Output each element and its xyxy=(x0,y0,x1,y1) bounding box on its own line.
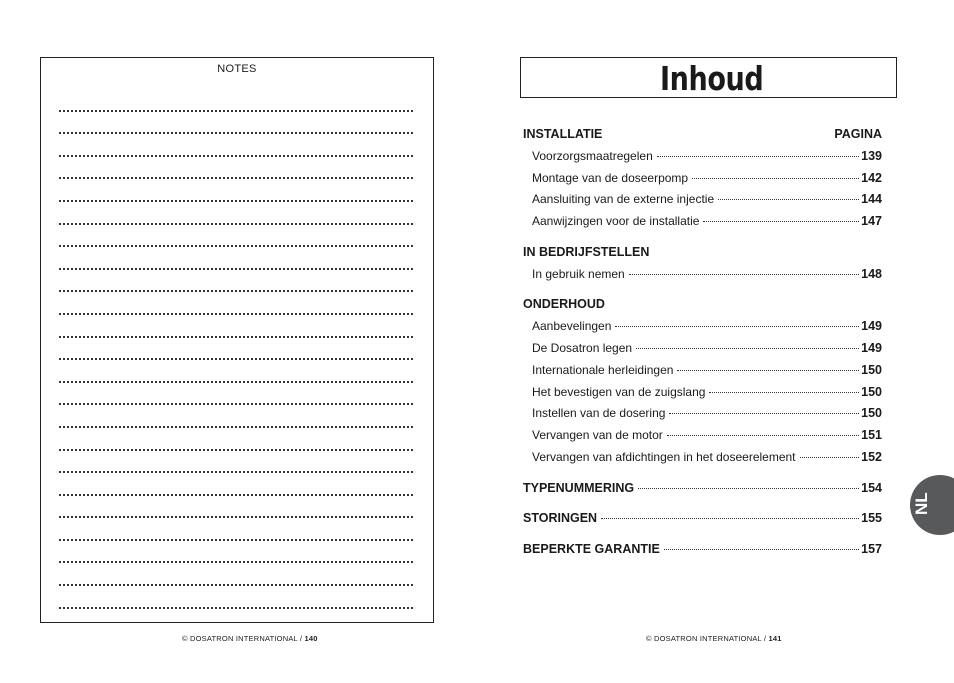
toc-entry-label: Instellen van de dosering xyxy=(532,406,666,420)
toc-entry[interactable] xyxy=(532,363,882,377)
dot-leader xyxy=(638,488,859,489)
notes-line xyxy=(59,231,413,254)
toc-entry-page: 155 xyxy=(861,511,882,525)
toc-entry-page: 151 xyxy=(861,428,882,442)
dot-leader xyxy=(677,370,859,371)
dot-leader xyxy=(692,178,859,179)
toc-entry[interactable] xyxy=(532,267,882,281)
toc-entry-label: Aansluiting van de externe injectie xyxy=(532,192,715,206)
toc-entry[interactable] xyxy=(532,171,882,185)
notes-line xyxy=(59,389,413,412)
notes-line xyxy=(59,479,413,502)
toc-entry[interactable] xyxy=(532,428,882,442)
page-title: Inhoud xyxy=(660,59,764,98)
toc-entry-label: Aanwijzingen voor de installatie xyxy=(532,214,700,228)
notes-line xyxy=(59,502,413,525)
toc-entry[interactable] xyxy=(532,214,882,228)
section-heading-onderhoud: ONDERHOUD xyxy=(523,297,605,311)
toc-entry[interactable] xyxy=(532,406,882,420)
notes-lines xyxy=(59,95,413,615)
notes-line xyxy=(59,298,413,321)
dot-leader xyxy=(601,518,859,519)
notes-line xyxy=(59,118,413,141)
toc-header-row xyxy=(523,127,882,141)
toc-entry-page: 150 xyxy=(861,385,882,399)
footer-copyright: © DOSATRON INTERNATIONAL / xyxy=(646,634,767,643)
dot-leader xyxy=(718,199,859,200)
section-heading-row xyxy=(523,245,882,259)
footer-right xyxy=(646,634,782,643)
dot-leader xyxy=(709,392,859,393)
notes-line xyxy=(59,592,413,615)
notes-line xyxy=(59,524,413,547)
toc-entry-page: 150 xyxy=(861,363,882,377)
notes-line xyxy=(59,95,413,118)
toc-entry[interactable] xyxy=(532,192,882,206)
notes-line xyxy=(59,185,413,208)
toc-entry-label: Vervangen van de motor xyxy=(532,428,663,442)
notes-line xyxy=(59,253,413,276)
dot-leader xyxy=(615,326,859,327)
dot-leader xyxy=(703,221,859,222)
section-heading-beperkte-garantie: BEPERKTE GARANTIE xyxy=(523,542,660,556)
toc-section-entry[interactable] xyxy=(523,511,882,525)
dot-leader xyxy=(636,348,859,349)
notes-line xyxy=(59,366,413,389)
footer-page-number: 141 xyxy=(768,634,782,643)
dot-leader xyxy=(667,435,859,436)
footer-page-number: 140 xyxy=(304,634,318,643)
footer-left xyxy=(182,634,318,643)
toc-entry-label: De Dosatron legen xyxy=(532,341,633,355)
footer-copyright: © DOSATRON INTERNATIONAL / xyxy=(182,634,303,643)
section-heading-typenummering: TYPENUMMERING xyxy=(523,481,635,495)
toc-section-entry[interactable] xyxy=(523,481,882,495)
section-heading-storingen: STORINGEN xyxy=(523,511,598,525)
toc-entry-page: 150 xyxy=(861,406,882,420)
toc-entry-page: 142 xyxy=(861,171,882,185)
section-heading-row xyxy=(523,297,882,311)
toc-entry-label: Aanbevelingen xyxy=(532,319,612,333)
toc-entry-label: Internationale herleidingen xyxy=(532,363,674,377)
toc-entry-label: Montage van de doseerpomp xyxy=(532,171,689,185)
notes-line xyxy=(59,344,413,367)
notes-line xyxy=(59,208,413,231)
dot-leader xyxy=(669,413,859,414)
toc-entry-label: In gebruik nemen xyxy=(532,267,625,281)
toc-entry-page: 149 xyxy=(861,319,882,333)
toc-entry-page: 144 xyxy=(861,192,882,206)
notes-line xyxy=(59,140,413,163)
toc-entry-page: 148 xyxy=(861,267,882,281)
dot-leader xyxy=(657,156,859,157)
notes-line xyxy=(59,276,413,299)
notes-line xyxy=(59,411,413,434)
toc-entry[interactable] xyxy=(532,385,882,399)
language-tab-label: NL xyxy=(912,492,931,515)
toc-entry[interactable] xyxy=(532,319,882,333)
toc-entry[interactable] xyxy=(532,341,882,355)
notes-line xyxy=(59,547,413,570)
notes-line xyxy=(59,434,413,457)
dot-leader xyxy=(629,274,859,275)
toc-entry-page: 149 xyxy=(861,341,882,355)
toc-entry-page: 154 xyxy=(861,481,882,495)
column-header-pagina: PAGINA xyxy=(834,127,882,141)
toc-entry-label: Vervangen van afdichtingen in het doseerelement xyxy=(532,450,796,464)
section-heading-in-bedrijfstellen: IN BEDRIJFSTELLEN xyxy=(523,245,650,259)
toc-entry-label: Voorzorgsmaatregelen xyxy=(532,149,653,163)
notes-line xyxy=(59,321,413,344)
toc-entry[interactable] xyxy=(532,450,882,464)
toc-entry-page: 157 xyxy=(861,542,882,556)
notes-title: NOTES xyxy=(217,63,257,75)
toc-entry-page: 147 xyxy=(861,214,882,228)
toc-entry[interactable] xyxy=(532,149,882,163)
notes-line xyxy=(59,457,413,480)
notes-line xyxy=(59,163,413,186)
toc-entry-page: 139 xyxy=(861,149,882,163)
dot-leader xyxy=(664,549,859,550)
title-box xyxy=(520,57,897,98)
section-heading-installatie: INSTALLATIE xyxy=(523,127,603,141)
dot-leader xyxy=(800,457,860,458)
toc-entry-page: 152 xyxy=(861,450,882,464)
toc-section-entry[interactable] xyxy=(523,542,882,556)
notes-box xyxy=(40,57,434,623)
notes-line xyxy=(59,569,413,592)
toc-entry-label: Het bevestigen van de zuigslang xyxy=(532,385,706,399)
